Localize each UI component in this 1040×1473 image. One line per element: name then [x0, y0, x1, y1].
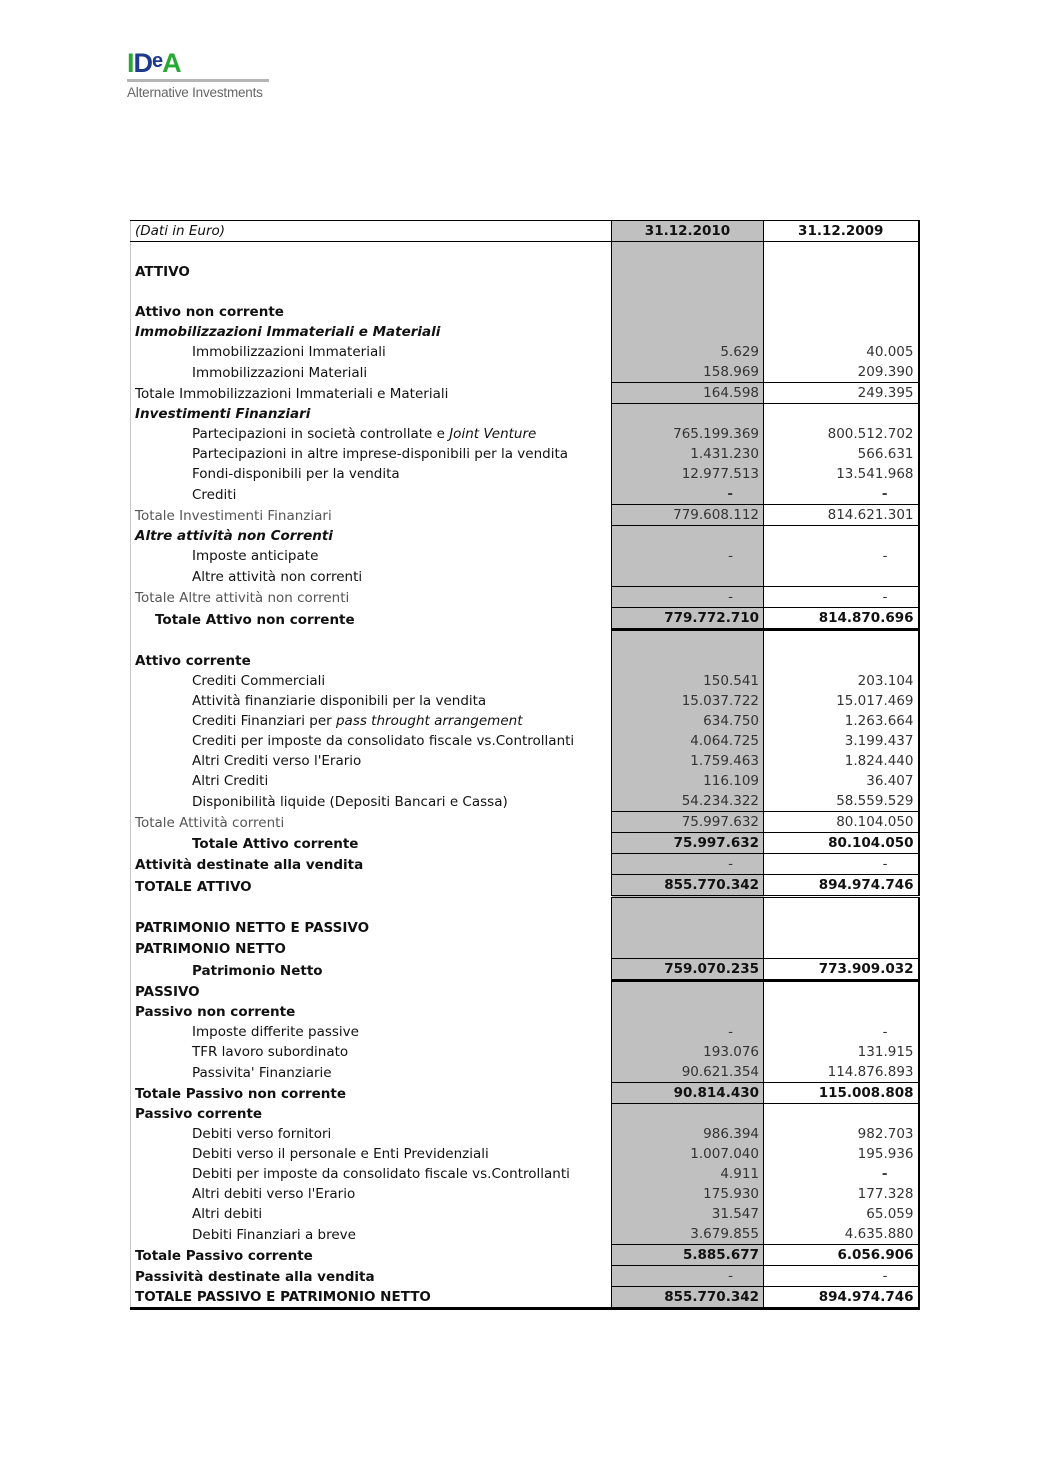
table-row: Altri debiti 31.547 65.059 [131, 1204, 919, 1224]
total-row: Totale Passivo corrente 5.885.677 6.056.906 [131, 1245, 919, 1266]
logo-subtitle: Alternative Investments [127, 85, 263, 100]
total-row: Totale Attivo non corrente 779.772.710 814.870.696 [131, 608, 919, 630]
logo-divider [127, 79, 269, 82]
table-row: Attività finanziarie disponibili per la vendita 15.037.722 15.017.469 [131, 691, 919, 711]
table-row: Partecipazioni in altre imprese-disponibili per la vendita 1.431.230 566.631 [131, 444, 919, 464]
table-row: Crediti Finanziari per pass throught arrangement 634.750 1.263.664 [131, 711, 919, 731]
subgroup-heading-row: Altre attività non Correnti [131, 526, 919, 547]
group-heading-row: Attivo corrente [131, 651, 919, 671]
table-row: Debiti per imposte da consolidato fiscale vs.Controllanti 4.911 - [131, 1164, 919, 1184]
table-row: Debiti verso il personale e Enti Previdenziali 1.007.040 195.936 [131, 1144, 919, 1164]
table-row: Imposte differite passive - - [131, 1022, 919, 1042]
column-header-2009: 31.12.2009 [764, 221, 919, 242]
table-row: Debiti Finanziari a breve 3.679.855 4.635.880 [131, 1224, 919, 1245]
spacer-row [131, 282, 919, 302]
table-row: Immobilizzazioni Immateriali 5.629 40.005 [131, 342, 919, 362]
table-row: Fondi-disponibili per la vendita 12.977.513 13.541.968 [131, 464, 919, 484]
grand-total-row: TOTALE PASSIVO E PATRIMONIO NETTO 855.770.342 894.974.746 [131, 1287, 919, 1309]
table-row: TFR lavoro subordinato 193.076 131.915 [131, 1042, 919, 1062]
subtotal-row: Totale Altre attività non correnti - - [131, 587, 919, 608]
subgroup-heading-row: Immobilizzazioni Immateriali e Materiali [131, 322, 919, 342]
table-row: Crediti - - [131, 484, 919, 505]
table-row: Passività destinate alla vendita - - [131, 1266, 919, 1287]
table-row: Altri Crediti verso l'Erario 1.759.463 1.824.440 [131, 751, 919, 771]
grand-total-row: TOTALE ATTIVO 855.770.342 894.974.746 [131, 875, 919, 897]
table-row: Partecipazioni in società controllate e Joint Venture 765.199.369 800.512.702 [131, 424, 919, 444]
table-row: Crediti per imposte da consolidato fiscale vs.Controllanti 4.064.725 3.199.437 [131, 731, 919, 751]
group-heading-row: PATRIMONIO NETTO [131, 938, 919, 959]
subtotal-row: Totale Investimenti Finanziari 779.608.112 814.621.301 [131, 505, 919, 526]
table-row: Altre attività non correnti [131, 566, 919, 587]
spacer-row [131, 242, 919, 263]
group-heading-row: Attivo non corrente [131, 302, 919, 322]
table-row: Imposte anticipate - - [131, 546, 919, 566]
subgroup-heading-row: Investimenti Finanziari [131, 404, 919, 425]
table-row: Altri Crediti 116.109 36.407 [131, 771, 919, 791]
total-row: Totale Attivo corrente 75.997.632 80.104.050 [131, 833, 919, 854]
section-heading-row: ATTIVO [131, 262, 919, 282]
table-row: Disponibilità liquide (Depositi Bancari e Cassa) 54.234.322 58.559.529 [131, 791, 919, 812]
table-row: Immobilizzazioni Materiali 158.969 209.390 [131, 362, 919, 383]
column-header-2010: 31.12.2010 [612, 221, 764, 242]
table-row: Passivita' Finanziarie 90.621.354 114.876.893 [131, 1062, 919, 1083]
section-heading-row: PASSIVO [131, 981, 919, 1003]
total-row: Totale Passivo non corrente 90.814.430 115.008.808 [131, 1083, 919, 1104]
group-heading-row: Passivo non corrente [131, 1002, 919, 1022]
balance-sheet-table [130, 220, 920, 1310]
spacer-row [131, 897, 919, 919]
total-row: Patrimonio Netto 759.070.235 773.909.032 [131, 959, 919, 981]
section-heading-row: PATRIMONIO NETTO E PASSIVO [131, 918, 919, 938]
subtotal-row: Totale Attività correnti 75.997.632 80.104.050 [131, 812, 919, 833]
table-row: Crediti Commerciali 150.541 203.104 [131, 671, 919, 691]
table-row: Debiti verso fornitori 986.394 982.703 [131, 1124, 919, 1144]
spacer-row [131, 630, 919, 652]
header-row [131, 221, 919, 242]
table-row: Altri debiti verso l'Erario 175.930 177.328 [131, 1184, 919, 1204]
subtotal-row: Totale Immobilizzazioni Immateriali e Materiali 164.598 249.395 [131, 383, 919, 404]
logo-mark: IDeA [127, 48, 181, 78]
group-heading-row: Passivo corrente [131, 1104, 919, 1125]
table-row: Attività destinate alla vendita - - [131, 854, 919, 875]
idea-logo [127, 50, 272, 100]
unit-label: (Dati in Euro) [131, 221, 612, 242]
